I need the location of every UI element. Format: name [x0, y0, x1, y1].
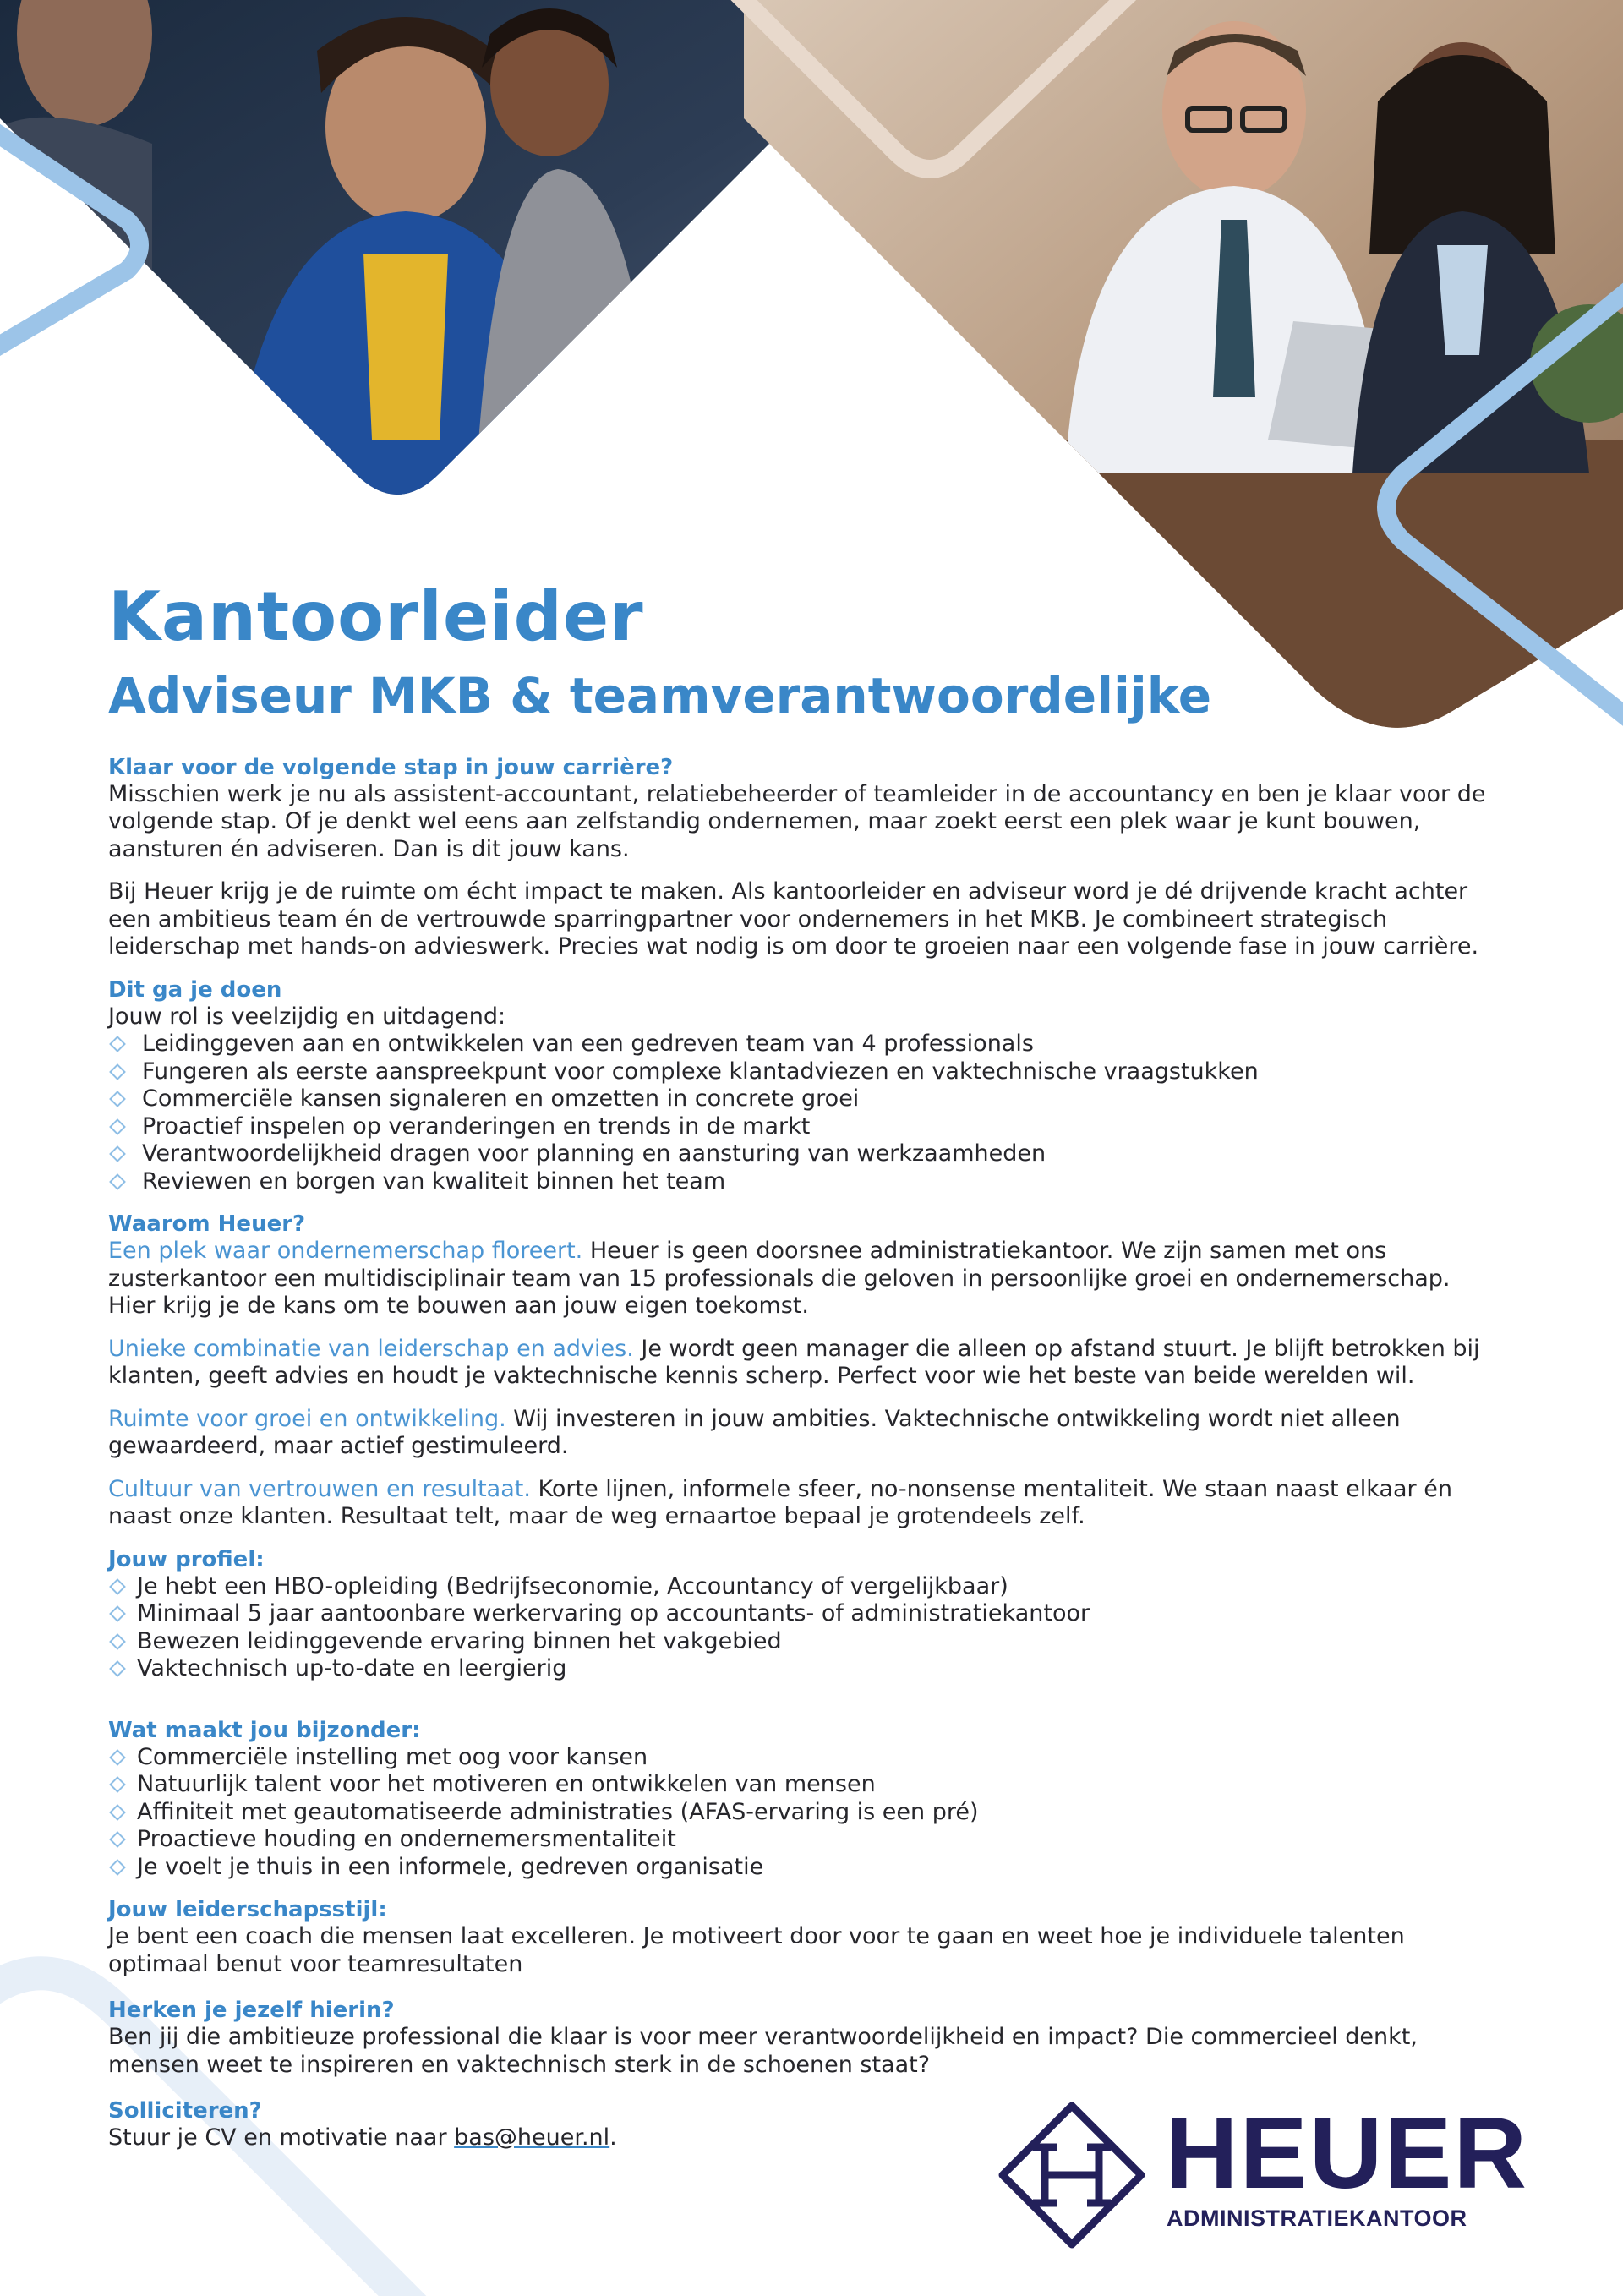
list-item: Je voelt je thuis in een informele, gedreven organisatie: [108, 1854, 1511, 1882]
doen-intro: Jouw rol is veelzijdig en uitdagend:: [108, 1003, 506, 1030]
list-item: Reviewen en borgen van kwaliteit binnen het team: [108, 1168, 1511, 1196]
list-item: Commerciële instelling met oog voor kansen: [108, 1744, 1511, 1772]
list-item: Bewezen leidinggevende ervaring binnen het vakgebied: [108, 1628, 1511, 1656]
diamond-bullet-icon: [109, 1660, 126, 1677]
bijzonder-list: [108, 1744, 1511, 1882]
diamond-bullet-icon: [109, 1605, 126, 1622]
waarom-heading: Waarom Heuer?: [108, 1211, 306, 1238]
intro-text-1: Misschien werk je nu als assistent-accountant, relatiebeheerder of teamleider in de accountancy en ben je klaar voor de volgende stap. Of je denkt wel eens aan zelfstandig ondernemen, maar zoekt eerst een plek waar je kunt bouwen, aansturen én adviseren. Dan is dit jouw kans.: [108, 780, 1486, 862]
diamond-bullet-icon: [109, 1145, 126, 1162]
email-link[interactable]: bas@heuer.nl: [454, 2124, 610, 2151]
waarom-block-2: Unieke combinatie van leiderschap en advies. Je wordt geen manager die alleen op afstand stuurt. Je blijft betrokken bij klanten, geeft advies en houdt je vaktechnische kennis scherp. Perfect voor wie het beste van beide werelden wil.: [108, 1335, 1480, 1390]
diamond-bullet-icon: [109, 1831, 126, 1848]
page-title: Kantoorleider: [108, 577, 644, 656]
diamond-bullet-icon: [109, 1804, 126, 1821]
list-item: Minimaal 5 jaar aantoonbare werkervaring op accountants- of administratiekantoor: [108, 1600, 1511, 1628]
waarom-block-1: Een plek waar ondernemerschap floreert. Heuer is geen doorsnee administratiekantoor. We zijn samen met ons zusterkantoor een multidisciplinair team van 15 professionals die geloven in persoonlijke groei en ondernemerschap. Hier krijg je de kans om te bouwen aan jouw eigen toekomst.: [108, 1238, 1451, 1320]
logo-monogram-icon: [996, 2101, 1148, 2249]
waarom-block-3: Ruimte voor groei en ontwikkeling. Wij investeren in jouw ambities. Vaktechnische ontwikkeling wordt niet alleen gewaardeerd, maar actief gestimuleerd.: [108, 1405, 1401, 1460]
stijl-text: Je bent een coach die mensen laat excelleren. Je motiveert door voor te gaan en weet hoe je individuele talenten optimaal benut voor teamresultaten: [108, 1923, 1405, 1977]
doen-list: [108, 1030, 1511, 1195]
solliciteren-text: Stuur je CV en motivatie naar bas@heuer.nl.: [108, 2124, 617, 2151]
diamond-bullet-icon: [109, 1063, 126, 1080]
diamond-bullet-icon: [109, 1036, 126, 1052]
list-item: Proactieve houding en ondernemersmentaliteit: [108, 1826, 1511, 1854]
list-item: Proactief inspelen op veranderingen en trends in de markt: [108, 1113, 1511, 1141]
bijzonder-heading: Wat maakt jou bijzonder:: [108, 1717, 421, 1743]
logo-wordmark: HEUER: [1165, 2096, 1529, 2210]
diamond-bullet-icon: [109, 1091, 126, 1107]
doen-heading: Dit ga je doen: [108, 976, 282, 1003]
intro-heading: Klaar voor de volgende stap in jouw carrière?: [108, 754, 674, 780]
diamond-bullet-icon: [109, 1118, 126, 1135]
herken-text: Ben jij die ambitieuze professional die klaar is voor meer verantwoordelijkheid en impact? Die commercieel denkt, mensen weet te inspireren en vaktechnisch sterk in de schoenen staat?: [108, 2024, 1418, 2078]
profiel-heading: Jouw profiel:: [108, 1546, 265, 1572]
logo-subtitle: ADMINISTRATIEKANTOOR: [1167, 2206, 1467, 2231]
list-item: Leidinggeven aan en ontwikkelen van een gedreven team van 4 professionals: [108, 1030, 1511, 1058]
list-item: Verantwoordelijkheid dragen voor planning en aansturing van werkzaamheden: [108, 1140, 1511, 1168]
list-item: Commerciële kansen signaleren en omzetten in concrete groei: [108, 1085, 1511, 1113]
list-item: Affiniteit met geautomatiseerde administraties (AFAS-ervaring is een pré): [108, 1799, 1511, 1827]
page-subtitle: Adviseur MKB & teamverantwoordelijke: [108, 667, 1212, 724]
solliciteren-heading: Solliciteren?: [108, 2098, 262, 2124]
diamond-bullet-icon: [109, 1578, 126, 1595]
intro-text-2: Bij Heuer krijg je de ruimte om écht impact te maken. Als kantoorleider en adviseur word je dé drijvende kracht achter een ambitieus team én de vertrouwde sparringpartner voor ondernemers in het MKB. Je combineert strategisch leiderschap met hands-on advieswerk. Precies wat nodig is om door te groeien naar een volgende fase in jouw carrière.: [108, 878, 1479, 960]
diamond-bullet-icon: [109, 1749, 126, 1766]
list-item: Natuurlijk talent voor het motiveren en ontwikkelen van mensen: [108, 1771, 1511, 1799]
vacancy-content: [108, 577, 1511, 2152]
svg-text:H: H: [1072, 2181, 1073, 2182]
heuer-logo: [996, 2096, 1529, 2249]
list-item: Vaktechnisch up-to-date en leergierig: [108, 1655, 1511, 1683]
diamond-bullet-icon: [109, 1173, 126, 1190]
herken-heading: Herken je jezelf hierin?: [108, 1998, 395, 2024]
diamond-bullet-icon: [109, 1776, 126, 1793]
profiel-list: [108, 1573, 1511, 1683]
diamond-bullet-icon: [109, 1859, 126, 1876]
waarom-block-4: Cultuur van vertrouwen en resultaat. Korte lijnen, informele sfeer, no-nonsense mentaliteit. We staan naast elkaar én naast onze klanten. Resultaat telt, maar de weg ernaartoe bepaal je grotendeels zelf.: [108, 1475, 1452, 1530]
list-item: Je hebt een HBO-opleiding (Bedrijfseconomie, Accountancy of vergelijkbaar): [108, 1573, 1511, 1601]
diamond-bullet-icon: [109, 1633, 126, 1650]
stijl-heading: Jouw leiderschapsstijl:: [108, 1897, 387, 1923]
list-item: Fungeren als eerste aanspreekpunt voor complexe klantadviezen en vaktechnische vraagstukken: [108, 1058, 1511, 1086]
